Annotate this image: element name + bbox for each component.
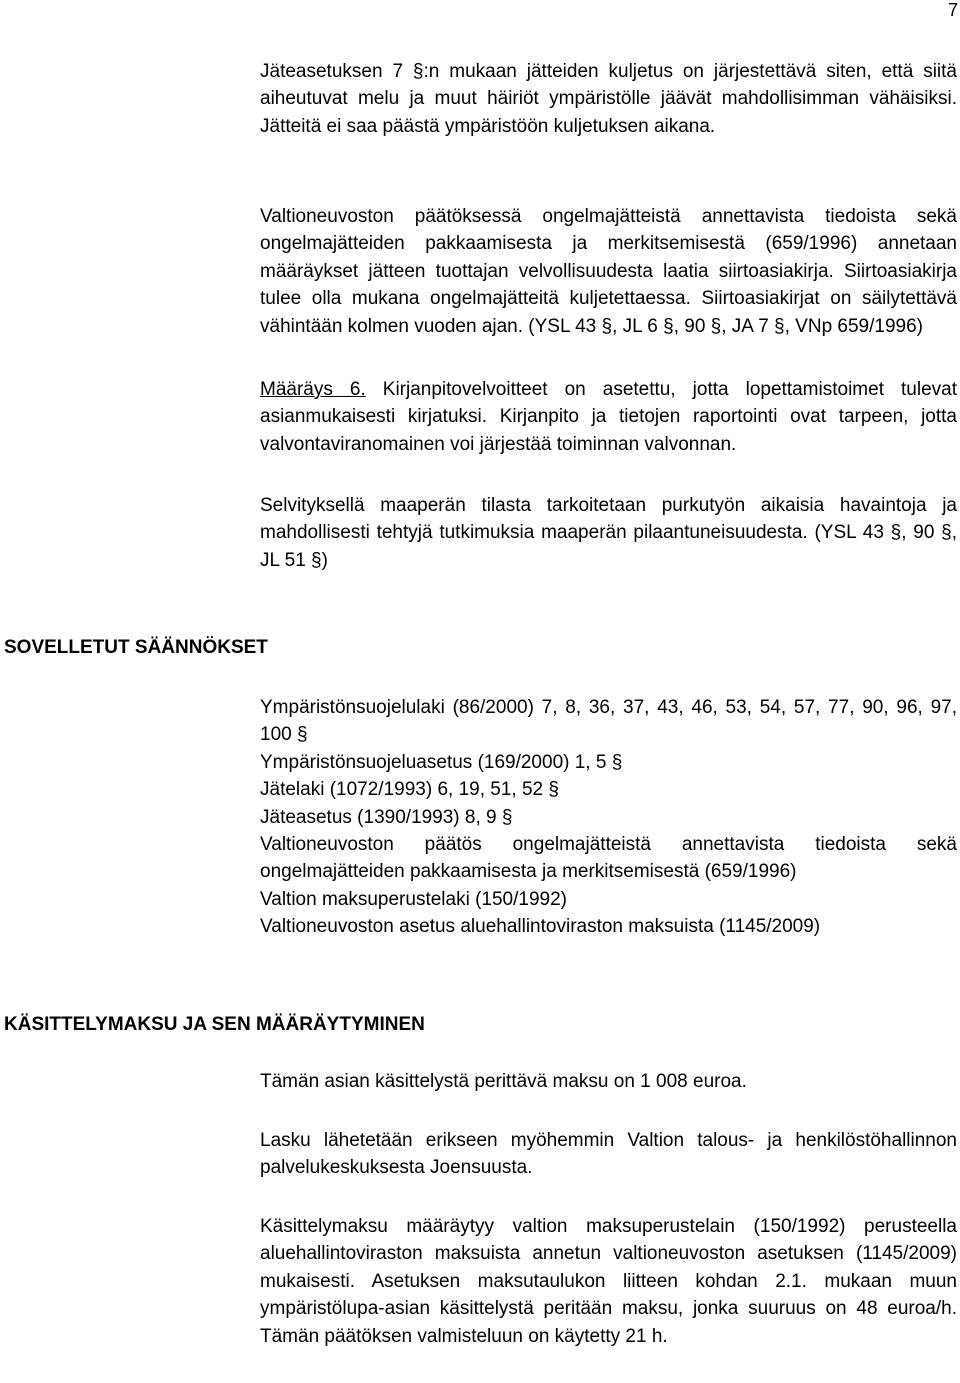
- regulation-6-text: Kirjanpitovelvoitteet on asetettu, jotta lopettamistoimet tulevat asianmukaisesti kirjatuksi. Kirjanpito ja tietojen raportointi ovat tarpeen, jotta valvontaviranomainen voi järjestää toiminnan valvonnan.: [260, 379, 957, 455]
- heading-processing-fee: KÄSITTELYMAKSU JA SEN MÄÄRÄYTYMINEN: [4, 1014, 425, 1035]
- applied-provisions-list: [260, 694, 957, 941]
- regulation-6-label: Määräys 6.: [260, 379, 366, 400]
- heading-applied-provisions: SOVELLETUT SÄÄNNÖKSET: [4, 637, 268, 658]
- list-item: Valtioneuvoston asetus aluehallintoviraston maksuista (1145/2009): [260, 916, 821, 938]
- paragraph-fee-amount: Tämän asian käsittelystä perittävä maksu on 1 008 euroa.: [260, 1071, 747, 1092]
- list-item: Jätelaki (1072/1993) 6, 19, 51, 52 §: [260, 779, 559, 801]
- list-item: Ympäristönsuojelulaki (86/2000) 7, 8, 36, 37, 43, 46, 53, 54, 57, 77, 90, 96, 97, 100 §: [260, 697, 957, 746]
- paragraph-invoice: Lasku lähetetään erikseen myöhemmin Valtion talous- ja henkilöstöhallinnon palvelukeskuksesta Joensuusta.: [260, 1130, 957, 1179]
- list-item: Jäteasetus (1390/1993) 8, 9 §: [260, 806, 513, 828]
- paragraph-transfer-document: Valtioneuvoston päätöksessä ongelmajätteistä annettavista tiedoista sekä ongelmajätteiden pakkaamisesta ja merkitsemisestä (659/1996) annetaan määräykset jätteen tuottajan velvollisuudesta laatia siirtoasiakirja. Siirtoasiakirja tulee olla mukana ongelmajätteitä kuljetettaessa. Siirtoasiakirjat on säilytettävä vähintään kolmen vuoden ajan. (YSL 43 §, JL 6 §, 90 §, JA 7 §, VNp 659/1996): [260, 206, 957, 337]
- paragraph-regulation-6: [260, 376, 957, 458]
- paragraph-soil-survey: Selvityksellä maaperän tilasta tarkoitetaan purkutyön aikaisia havaintoja ja mahdollisesti tehtyjä tutkimuksia maaperän pilaantuneisuudesta. (YSL 43 §, 90 §, JL 51 §): [260, 495, 957, 571]
- list-item: Valtioneuvoston päätös ongelmajätteistä annettavista tiedoista sekä ongelmajätteiden pakkaamisesta ja merkitsemisestä (659/1996): [260, 834, 957, 883]
- paragraph-fee-basis: Käsittelymaksu määräytyy valtion maksuperustelain (150/1992) perusteella aluehallintoviraston maksuista annetun valtioneuvoston asetuksen (1145/2009) mukaisesti. Asetuksen maksutaulukon liitteen kohdan 2.1. mukaan muun ympäristölupa-asian käsittelystä peritään maksu, jonka suuruus on 48 euroa/h. Tämän päätöksen valmisteluun on käytetty 21 h.: [260, 1216, 957, 1347]
- page-number: 7: [947, 0, 958, 20]
- paragraph-transport: Jäteasetuksen 7 §:n mukaan jätteiden kuljetus on järjestettävä siten, että siitä aiheutuvat melu ja muut häiriöt ympäristölle jäävät mahdollisimman vähäisiksi. Jätteitä ei saa päästä ympäristöön kuljetuksen aikana.: [260, 61, 957, 137]
- list-item: Valtion maksuperustelaki (150/1992): [260, 888, 567, 910]
- list-item: Ympäristönsuojeluasetus (169/2000) 1, 5 §: [260, 751, 623, 773]
